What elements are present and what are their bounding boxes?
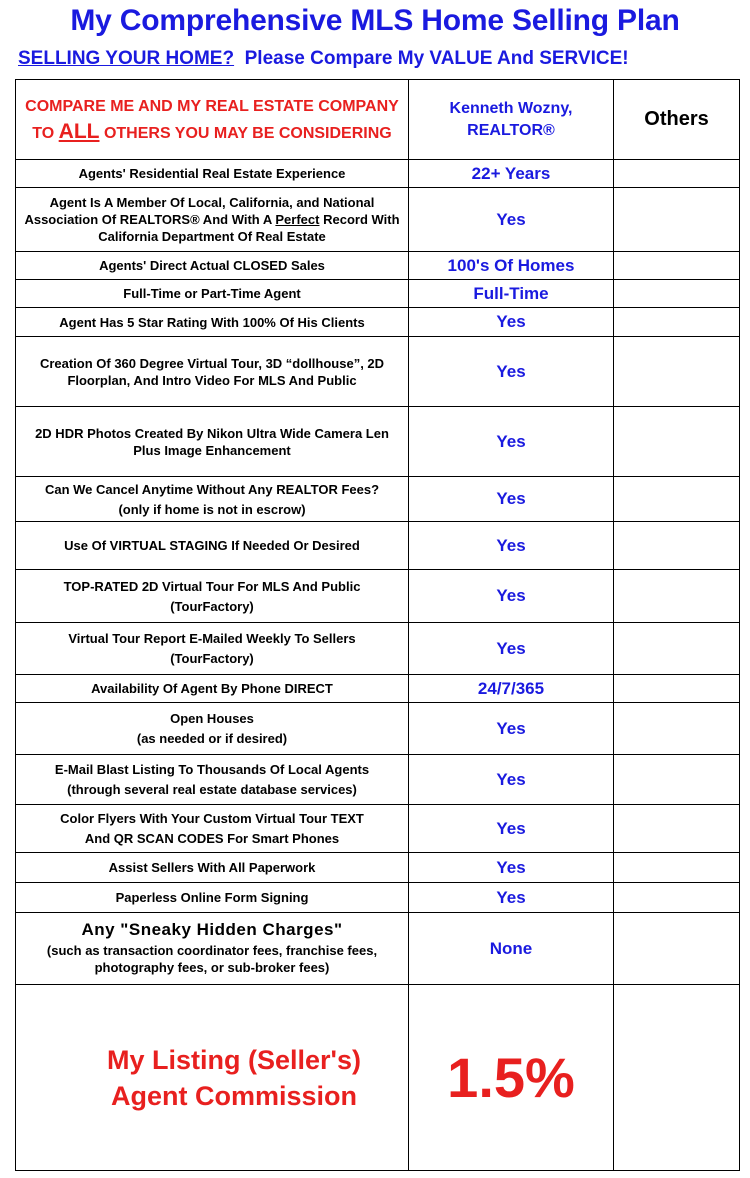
table-row <box>16 337 740 407</box>
agent-value-cell: Yes <box>409 522 614 570</box>
commission-label <box>16 985 409 1171</box>
agent-value-cell: 22+ Years <box>409 160 614 188</box>
feature-text: Virtual Tour Report E-Mailed Weekly To Sellers <box>68 631 356 646</box>
feature-text: Agent Is A Member Of Local, California, and National Association Of REALTORS® And With A <box>24 195 375 227</box>
feature-note: (such as transaction coordinator fees, franchise fees, photography fees, or sub-broker fees) <box>46 943 378 975</box>
feature-cell <box>16 570 409 623</box>
others-value-cell <box>614 913 740 985</box>
table-row <box>16 883 740 913</box>
agent-value-cell: Full-Time <box>409 280 614 308</box>
table-row <box>16 477 740 522</box>
agent-value-cell: Yes <box>409 570 614 623</box>
table-row <box>16 675 740 703</box>
others-value-cell <box>614 623 740 675</box>
others-header: Others <box>614 80 740 160</box>
feature-cell: Paperless Online Form Signing <box>16 883 409 913</box>
page-subtitle <box>18 47 738 71</box>
subtitle-call-to-action: Please Compare My VALUE And SERVICE! <box>244 48 629 69</box>
table-row <box>16 407 740 477</box>
subtitle-question: SELLING YOUR HOME? <box>18 48 235 69</box>
agent-value-cell: Yes <box>409 853 614 883</box>
table-row <box>16 805 740 853</box>
feature-note: (through several real estate database services) <box>67 782 357 797</box>
feature-note: (only if home is not in escrow) <box>118 501 306 517</box>
feature-cell: Use Of VIRTUAL STAGING If Needed Or Desired <box>16 522 409 570</box>
others-value-cell <box>614 188 740 252</box>
table-row <box>16 755 740 805</box>
feature-text: Color Flyers With Your Custom Virtual Tour TEXT <box>60 811 364 826</box>
feature-cell: 2D HDR Photos Created By Nikon Ultra Wide Camera Len Plus Image Enhancement <box>16 407 409 477</box>
commission-value: 1.5% <box>409 985 614 1171</box>
agent-value-cell: Yes <box>409 883 614 913</box>
others-value-cell <box>614 755 740 805</box>
others-value-cell <box>614 337 740 407</box>
feature-cell: Creation Of 360 Degree Virtual Tour, 3D “dollhouse”, 2D Floorplan, And Intro Video For MLS And Public <box>16 337 409 407</box>
others-value-cell <box>614 308 740 337</box>
agent-header <box>409 80 614 160</box>
table-row <box>16 160 740 188</box>
others-value-cell <box>614 280 740 308</box>
table-row <box>16 308 740 337</box>
agent-value-cell: Yes <box>409 703 614 755</box>
feature-text: Any "Sneaky Hidden Charges" <box>81 920 343 939</box>
others-value-cell <box>614 853 740 883</box>
others-value-cell <box>614 703 740 755</box>
table-row <box>16 570 740 623</box>
agent-title: REALTOR® <box>467 121 555 139</box>
comparison-table <box>15 79 740 1171</box>
compare-header-part1: COMPARE ME AND MY REAL ESTATE COMPANY TO <box>25 97 399 142</box>
feature-cell <box>16 703 409 755</box>
feature-text-after: Record With California Department Of Real Estate <box>98 212 400 244</box>
agent-value-cell: 100's Of Homes <box>409 252 614 280</box>
agent-name: Kenneth Wozny, <box>449 99 573 117</box>
commission-row <box>16 985 740 1171</box>
table-row <box>16 853 740 883</box>
feature-cell: Full-Time or Part-Time Agent <box>16 280 409 308</box>
feature-note: And QR SCAN CODES For Smart Phones <box>84 831 340 846</box>
others-value-cell <box>614 477 740 522</box>
compare-header <box>16 80 409 160</box>
agent-value-cell: Yes <box>409 407 614 477</box>
agent-value-cell: Yes <box>409 805 614 853</box>
feature-cell: Agent Has 5 Star Rating With 100% Of His Clients <box>16 308 409 337</box>
others-value-cell <box>614 407 740 477</box>
agent-value-cell: 24/7/365 <box>409 675 614 703</box>
table-row <box>16 188 740 252</box>
table-row <box>16 913 740 985</box>
others-value-cell <box>614 252 740 280</box>
feature-note: (as needed or if desired) <box>136 731 288 746</box>
others-value-cell <box>614 160 740 188</box>
commission-label-line2: Agent Commission <box>110 1080 358 1111</box>
table-row <box>16 252 740 280</box>
commission-label-line1: My Listing (Seller's) <box>107 1044 361 1075</box>
feature-cell: Assist Sellers With All Paperwork <box>16 853 409 883</box>
feature-text: E-Mail Blast Listing To Thousands Of Local Agents <box>54 762 370 777</box>
agent-value-cell: Yes <box>409 477 614 522</box>
others-value-cell <box>614 883 740 913</box>
feature-text: TOP-RATED 2D Virtual Tour For MLS And Public <box>63 578 361 594</box>
feature-cell <box>16 913 409 985</box>
table-row <box>16 280 740 308</box>
table-row <box>16 703 740 755</box>
feature-cell: Agents' Residential Real Estate Experience <box>16 160 409 188</box>
agent-value-cell: None <box>409 913 614 985</box>
others-commission-cell <box>614 985 740 1171</box>
agent-value-cell: Yes <box>409 337 614 407</box>
others-value-cell <box>614 522 740 570</box>
agent-value-cell: Yes <box>409 623 614 675</box>
agent-value-cell: Yes <box>409 308 614 337</box>
feature-cell <box>16 755 409 805</box>
compare-header-all: ALL <box>58 119 100 143</box>
feature-cell <box>16 188 409 252</box>
agent-value-cell: Yes <box>409 188 614 252</box>
feature-note: (TourFactory) <box>170 598 254 614</box>
feature-emphasis: Perfect <box>275 212 320 227</box>
agent-value-cell: Yes <box>409 755 614 805</box>
table-row <box>16 623 740 675</box>
feature-cell <box>16 623 409 675</box>
page-title: My Comprehensive MLS Home Selling Plan <box>70 4 680 37</box>
feature-cell <box>16 477 409 522</box>
table-row <box>16 522 740 570</box>
feature-text: Can We Cancel Anytime Without Any REALTOR Fees? <box>44 481 380 497</box>
feature-cell <box>16 805 409 853</box>
others-value-cell <box>614 570 740 623</box>
feature-cell: Availability Of Agent By Phone DIRECT <box>16 675 409 703</box>
feature-cell: Agents' Direct Actual CLOSED Sales <box>16 252 409 280</box>
table-header-row <box>16 80 740 160</box>
compare-header-part2: OTHERS YOU MAY BE CONSIDERING <box>103 124 392 142</box>
feature-note: (TourFactory) <box>170 651 254 666</box>
others-value-cell <box>614 805 740 853</box>
others-value-cell <box>614 675 740 703</box>
feature-text: Open Houses <box>170 711 254 726</box>
